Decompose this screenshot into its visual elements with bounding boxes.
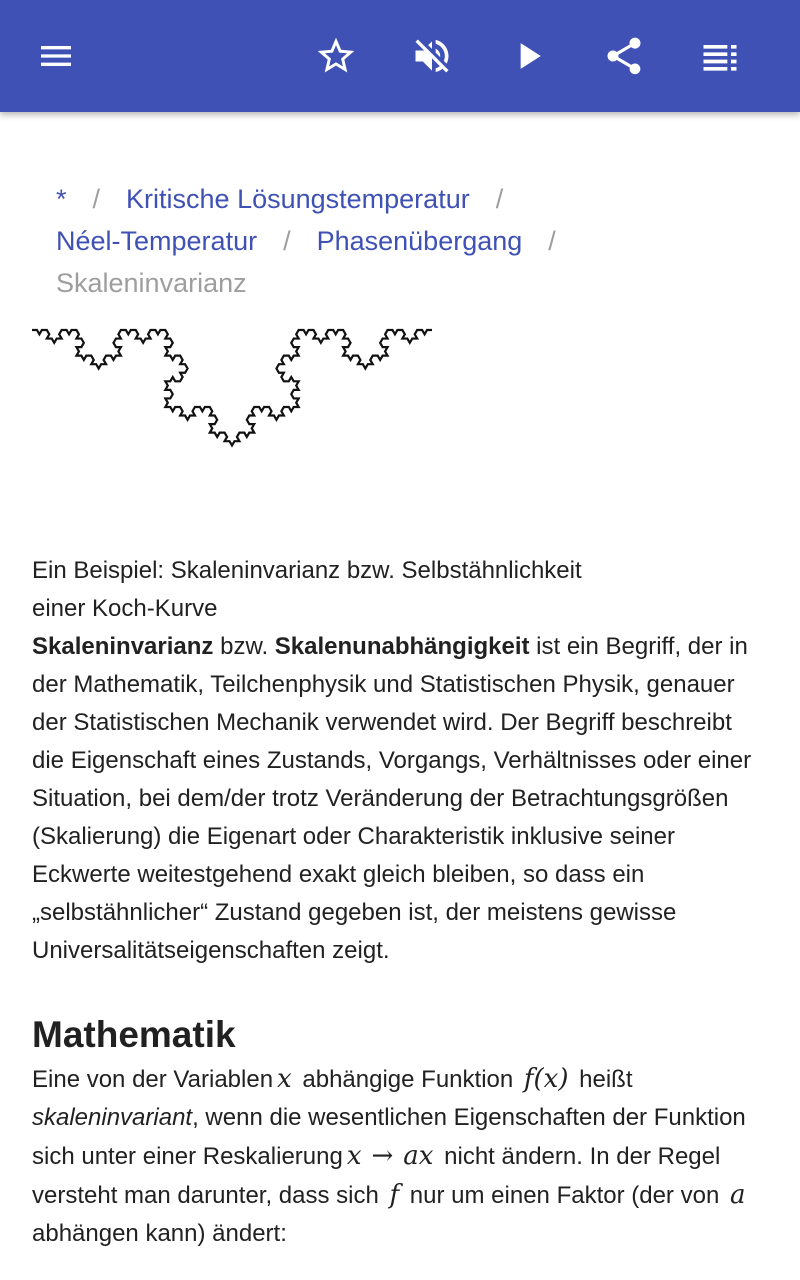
figure-caption: Ein Beispiel: Skaleninvarianz bzw. Selbstähnlichkeit einer Koch-Kurve bbox=[32, 557, 582, 622]
breadcrumb-separator: / bbox=[92, 184, 101, 214]
emph-skaleninvariant: skaleninvariant bbox=[32, 1104, 193, 1131]
math-map-from: x bbox=[346, 1141, 362, 1171]
math-text-2: abhängige Funktion bbox=[295, 1066, 520, 1093]
breadcrumb-item-phasenuebergang[interactable]: Phasenübergang bbox=[316, 226, 523, 256]
star-outline-icon bbox=[314, 34, 358, 78]
volume-off-icon bbox=[410, 34, 454, 78]
breadcrumb bbox=[56, 178, 756, 304]
koch-curve-graphic bbox=[32, 326, 432, 456]
math-map-to: ax bbox=[403, 1141, 434, 1171]
math-text-1: Eine von der Variablen bbox=[32, 1066, 274, 1093]
playlist-icon bbox=[698, 34, 742, 78]
math-var-a: a bbox=[729, 1180, 746, 1210]
breadcrumb-separator: / bbox=[283, 226, 291, 256]
math-text-5: nicht ändern. In der Regel versteht man darunter, dass sich bbox=[32, 1143, 721, 1209]
math-paragraph bbox=[32, 1060, 768, 1253]
play-icon bbox=[506, 34, 550, 78]
menu-icon bbox=[36, 36, 76, 76]
term-skaleninvarianz: Skaleninvarianz bbox=[32, 633, 214, 660]
mute-button[interactable] bbox=[404, 28, 460, 84]
math-text-6: nur um einen Faktor (der von bbox=[403, 1182, 726, 1209]
math-fx: f(x) bbox=[523, 1064, 569, 1094]
term-skalenunabhaengigkeit: Skalenunabhängigkeit bbox=[274, 633, 530, 660]
share-icon bbox=[602, 34, 646, 78]
math-text-7: abhängen kann) ändert: bbox=[32, 1220, 287, 1247]
breadcrumb-current: Skaleninvarianz bbox=[56, 268, 247, 298]
play-button[interactable] bbox=[500, 28, 556, 84]
math-text-4: , wenn die wesentlichen Eigenschaften der Funktion sich unter einer Reskalierung bbox=[32, 1104, 746, 1170]
article-content bbox=[32, 112, 768, 1280]
breadcrumb-item-neel-temperatur[interactable]: Néel-Temperatur bbox=[56, 226, 258, 256]
math-var-x: x bbox=[277, 1064, 292, 1094]
breadcrumb-separator: / bbox=[548, 226, 556, 256]
bookmark-button[interactable] bbox=[308, 28, 364, 84]
contents-button[interactable] bbox=[692, 28, 748, 84]
breadcrumb-item-root[interactable]: * bbox=[56, 184, 67, 214]
intro-text: ist ein Begriff, der in der Mathematik, Teilchenphysik und Statistischen Physik, genauer der Statistischen Mechanik verwendet wird. Der Begriff beschreibt die Eigenschaft eines Zustands, Vorgangs, Verhältnisses oder einer Situation, bei dem/der trotz Veränderung der Betrachtungsgrößen (Skalierung) die Eigenart oder Charakteristik inklusive seiner Eckwerte weitestgehend exakt gleich bleiben, so dass ein „selbstähnlicher“ Zustand gegeben ist, der meistens gewisse Universalitätseigenschaften zeigt. bbox=[32, 633, 752, 964]
math-arrow: → bbox=[371, 1141, 394, 1171]
intro-connector: bzw. bbox=[213, 633, 275, 660]
breadcrumb-separator: / bbox=[495, 184, 504, 214]
math-var-f: f bbox=[389, 1180, 400, 1210]
share-button[interactable] bbox=[596, 28, 652, 84]
breadcrumb-item-kritische-loesungstemperatur[interactable]: Kritische Lösungstemperatur bbox=[126, 184, 470, 214]
math-text-3: heißt bbox=[572, 1066, 633, 1093]
app-bar bbox=[0, 0, 800, 112]
koch-curve-image[interactable] bbox=[32, 326, 432, 456]
intro-paragraph bbox=[32, 628, 768, 970]
menu-button[interactable] bbox=[28, 28, 84, 84]
section-heading-mathematik: Mathematik bbox=[32, 1014, 236, 1055]
